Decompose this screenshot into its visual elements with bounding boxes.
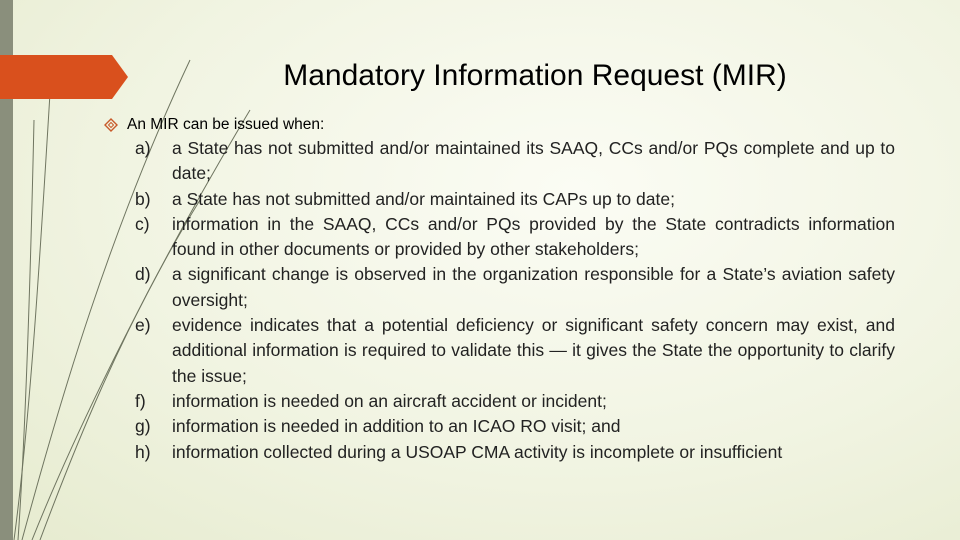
list-marker: c)	[135, 213, 150, 234]
list-item	[135, 440, 895, 465]
list-marker: e)	[135, 315, 151, 336]
list-item-text: a significant change is observed in the organization responsible for a State’s aviation safety oversight;	[172, 264, 895, 310]
list-marker: a)	[135, 138, 151, 158]
list-item	[135, 136, 895, 187]
list-item-text: information is needed on an aircraft accident or incident;	[172, 390, 607, 411]
list-item	[135, 414, 895, 439]
list-item	[135, 187, 895, 212]
list-marker: d)	[135, 264, 151, 285]
list-item-text: a State has not submitted and/or maintained its SAAQ, CCs and/or PQs complete and up to date;	[172, 138, 895, 184]
list-marker: h)	[135, 441, 151, 462]
intro-line	[104, 114, 324, 136]
list-item-text: a State has not submitted and/or maintained its CAPs up to date;	[172, 188, 675, 209]
list-item-text: information in the SAAQ, CCs and/or PQs provided by the State contradicts information found in other documents or provided by other stakeholders;	[172, 213, 895, 260]
list-marker: b)	[135, 188, 151, 209]
list-marker: g)	[135, 416, 151, 437]
intro-text: An MIR can be issued when:	[127, 116, 325, 133]
list-item-text: evidence indicates that a potential deficiency or significant safety concern may exist, and additional information is required to validate this — it gives the State the opportunity to clarify the issue;	[172, 315, 895, 386]
list-item	[135, 389, 895, 414]
list-item	[135, 212, 895, 263]
page-title: Mandatory Information Request (MIR)	[283, 59, 787, 92]
list-item-text: information collected during a USOAP CMA activity is incomplete or insufficient	[172, 441, 783, 462]
list-item-text: information is needed in addition to an ICAO RO visit; and	[172, 416, 621, 437]
list-item	[135, 262, 895, 313]
title-accent-arrow	[0, 55, 128, 99]
list-marker: f)	[135, 390, 146, 411]
list-item	[135, 313, 895, 389]
diamond-outline-icon	[104, 118, 118, 132]
conditions-list	[135, 136, 895, 465]
